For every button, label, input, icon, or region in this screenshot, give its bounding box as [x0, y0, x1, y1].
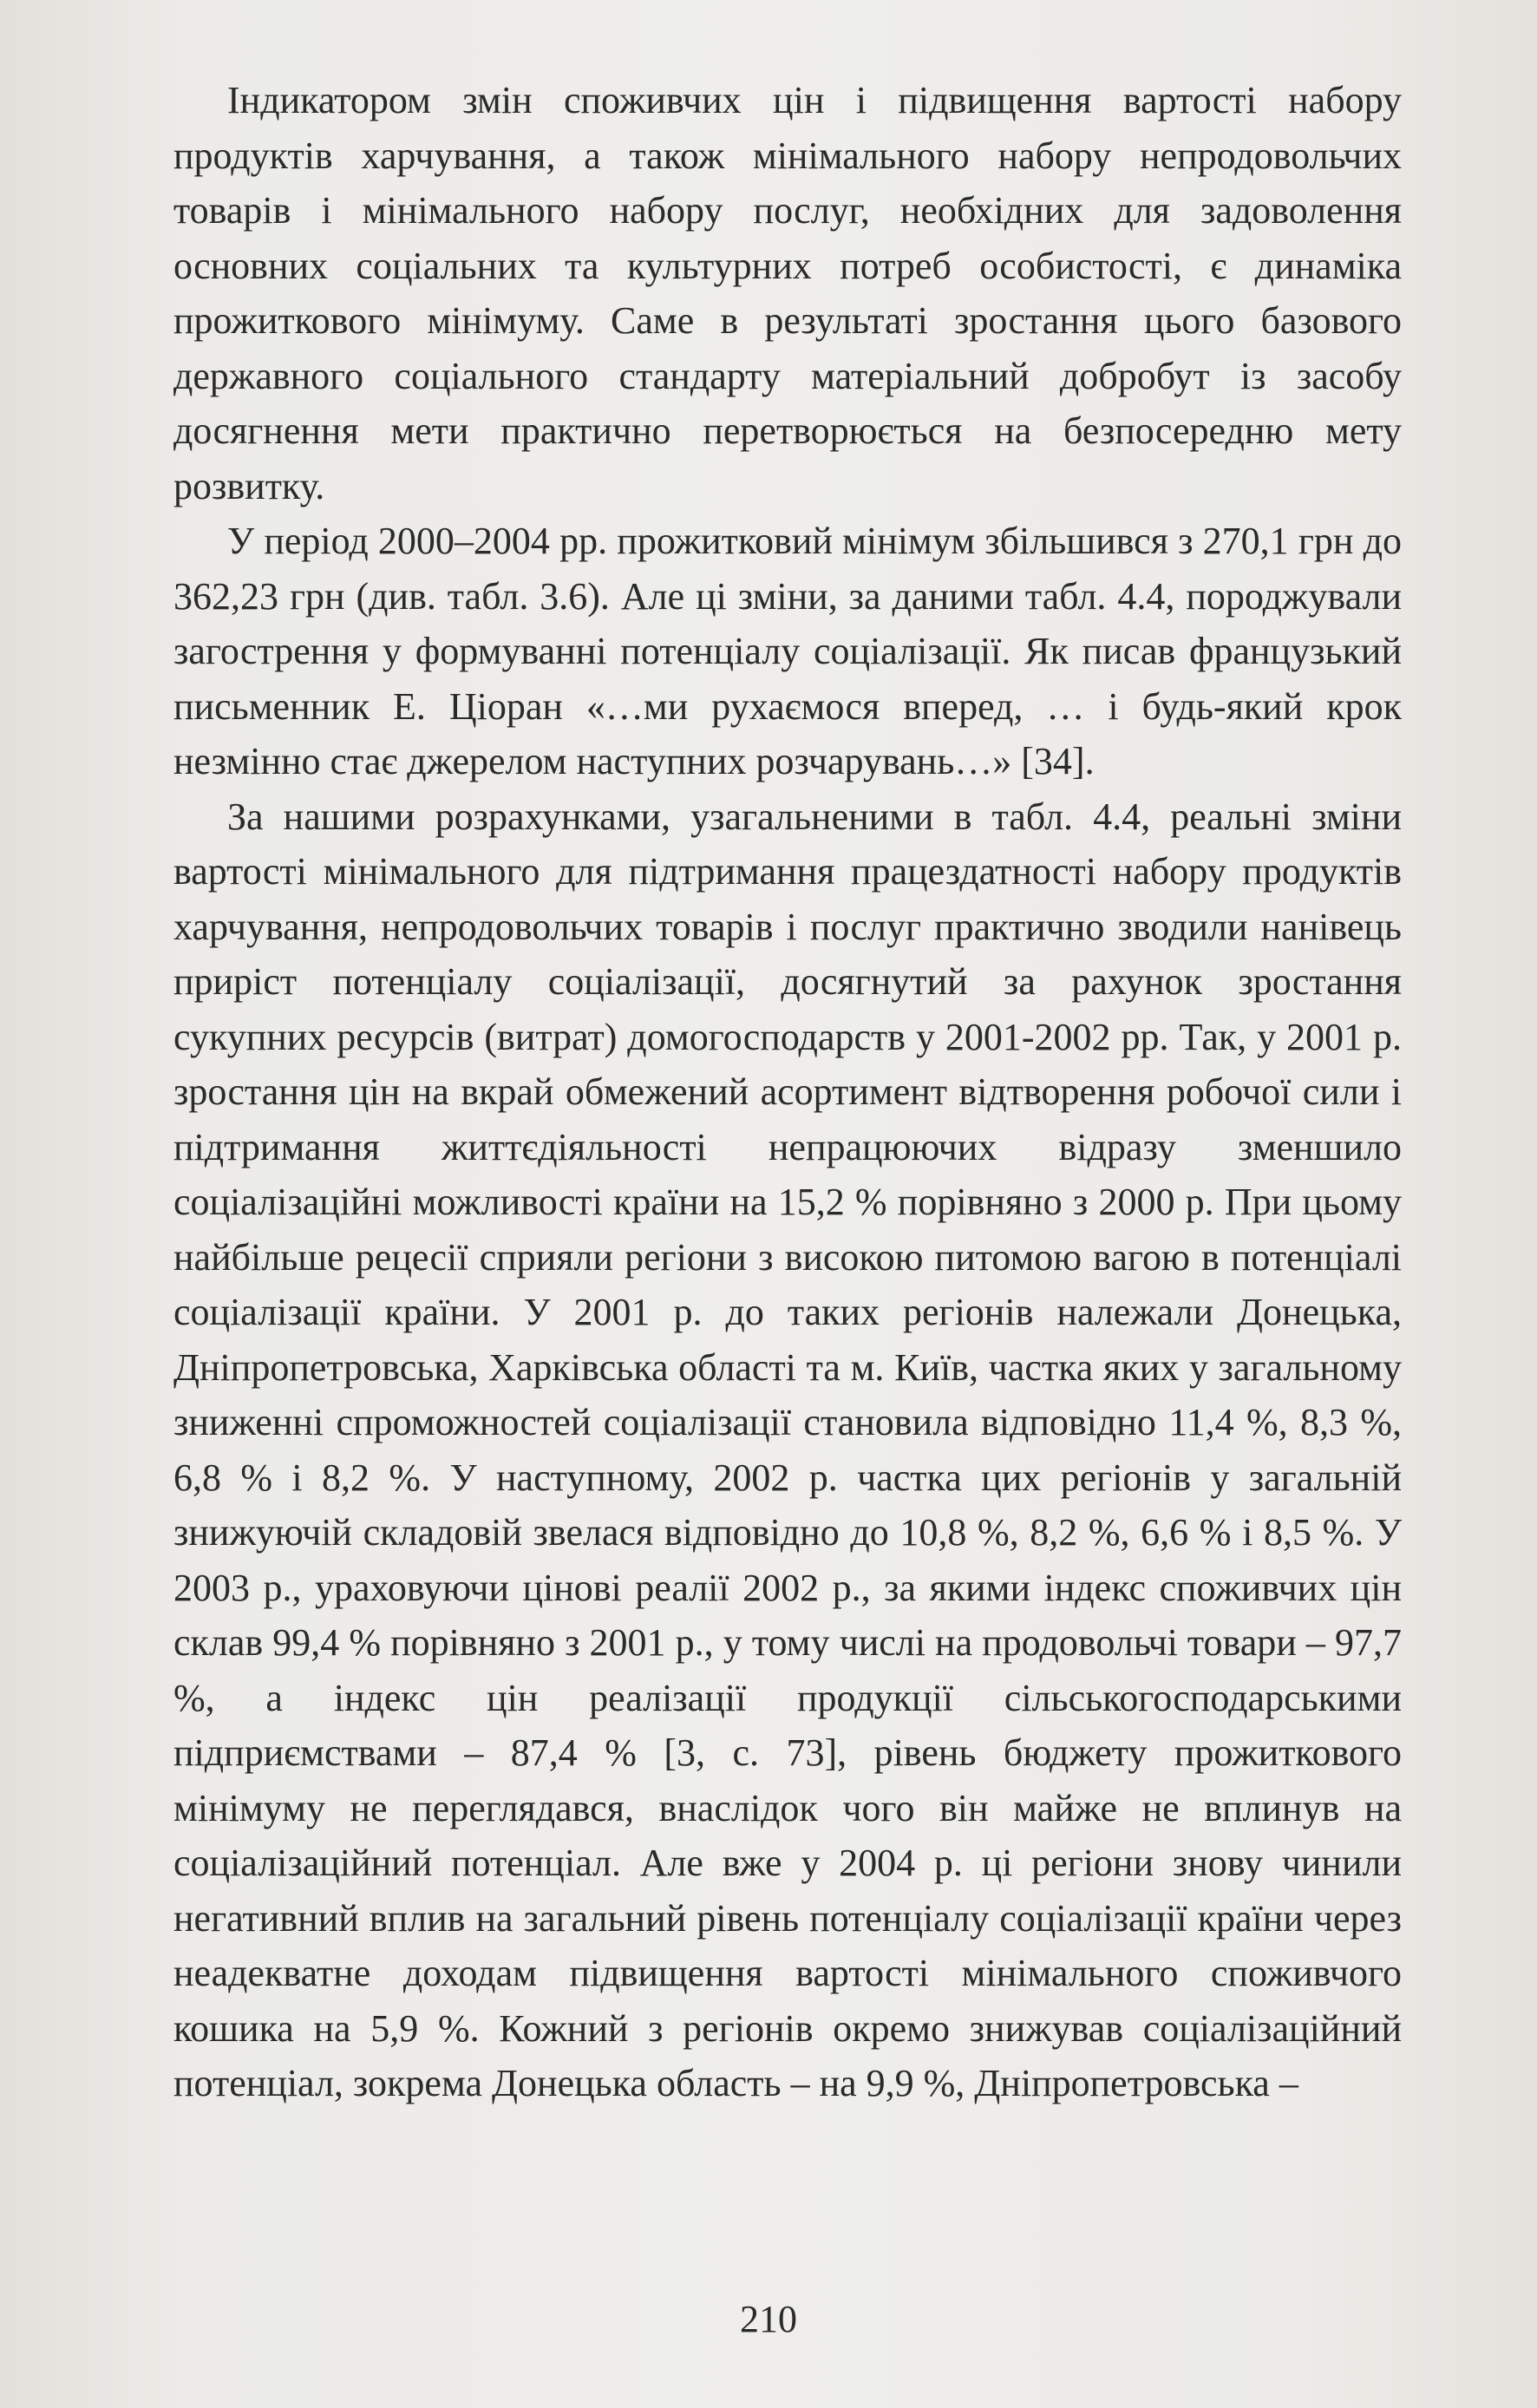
paragraph-2: У період 2000–2004 рр. прожитковий мінімум збільшився з 270,1 грн до 362,23 грн (див. табл. 3.6). Але ці зміни, за даними табл. 4.4, породжували загострення у формуванні потенціалу соціалізації. Як писав французький письменник Е. Ціоран «…ми рухаємося вперед, … і будь-який крок незмінно стає джерелом наступних розчарувань…» [34]. — [173, 520, 1402, 782]
paragraph-1: Індикатором змін споживчих цін і підвищення вартості набору продуктів харчування, а також мінімального набору непродовольчих товарів і мінімального набору послуг, необхідних для задоволення основних соціальних та культурних потреб особистості, є динаміка прожиткового мінімуму. Саме в результаті зростання цього базового державного соціального стандарту матеріальний добробут із засобу досягнення мети практично перетворюється на безпосередню мету розвитку. — [173, 79, 1402, 507]
paragraph-3: За нашими розрахунками, узагальненими в табл. 4.4, реальні зміни вартості мінімального для підтримання працездатності набору продуктів харчування, непродовольчих товарів і послуг практично зводили нанівець приріст потенціалу соціалізації, досягнутий за рахунок зростання сукупних ресурсів (витрат) домогосподарств у 2001-2002 рр. Так, у 2001 р. зростання цін на вкрай обмежений асортимент відтворення робочої сили і підтримання життєдіяльності непрацюючих відразу зменшило соціалізаційні можливості країни на 15,2 % порівняно з 2000 р. При цьому найбільше рецесії сприяли регіони з високою питомою вагою в потенціалі соціалізації країни. У 2001 р. до таких регіонів належали Донецька, Дніпропетровська, Харківська області та м. Київ, частка яких у загальному зниженні спроможностей соціалізації становила відповідно 11,4 %, 8,3 %, 6,8 % і 8,2 %. У наступному, 2002 р. частка цих регіонів у загальній знижуючій складовій звелася відповідно до 10,8 %, 8,2 %, 6,6 % і 8,5 %. У 2003 р., ураховуючи цінові реалії 2002 р., за якими індекс споживчих цін склав 99,4 % порівняно з 2001 р., у тому числі на продовольчі товари – 97,7 %, а індекс цін реалізації продукції сільськогосподарськими підприємствами – 87,4 % [3, с. 73], рівень бюджету прожиткового мінімуму не переглядався, внаслідок чого він майже не вплинув на соціалізаційний потенціал. Але вже у 2004 р. ці регіони знову чинили негативний вплив на загальний рівень потенціалу соціалізації країни через неадекватне доходам підвищення вартості мінімального споживчого кошика на 5,9 %. Кожний з регіонів окремо знижував соціалізаційний потенціал, зокрема Донецька область – на 9,9 %, Дніпропетровська – — [173, 795, 1402, 2104]
page-number: 210 — [740, 2298, 797, 2340]
body-text — [173, 73, 1402, 2111]
